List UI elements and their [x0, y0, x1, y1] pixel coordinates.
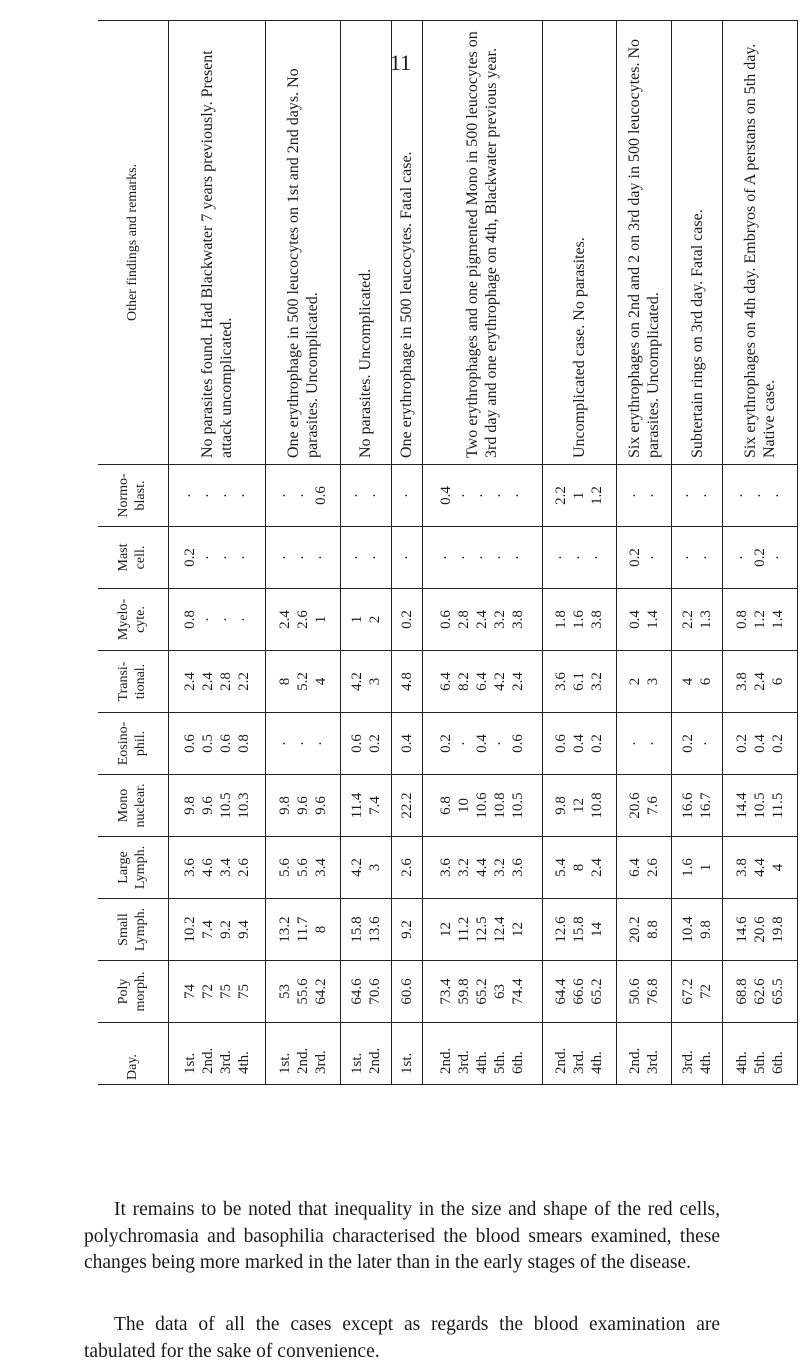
cell-transitional: 2.4 2.4 2.8 2.2 [169, 651, 266, 713]
cell-large-lymph: 2.6 [392, 837, 423, 899]
paragraph-2-text: The data of all the cases except as regards the blood examination are tabulated for the sake of convenience. [84, 1314, 720, 1362]
header-normoblast: Normo- blast. [98, 465, 169, 527]
cell-day: 3rd. 4th. [671, 1023, 723, 1085]
header-large-lymph: Large Lymph. [98, 837, 169, 899]
table-row [422, 21, 542, 1085]
cell-transitional: 4 6 [671, 651, 723, 713]
cell-small-lymph: 20.2 8.8 [617, 899, 672, 961]
cell-small-lymph: 12.6 15.8 14 [542, 899, 616, 961]
cell-large-lymph: 4.2 3 [340, 837, 392, 899]
cell-mononuclear: 20.6 7.6 [617, 775, 672, 837]
cell-myelocyte: 0.8 · · · [169, 589, 266, 651]
cell-remarks: Uncomplicated case. No parasites. [542, 21, 616, 465]
cell-day: 1st. [392, 1023, 423, 1085]
cell-normoblast: · · [340, 465, 392, 527]
cell-remarks: Two erythrophages and one pigmented Mono in 500 leucocytes on 3rd day and one erythrophage on 4th, Blackwater previous year. [422, 21, 542, 465]
cell-eosinophil: 0.6 0.2 [340, 713, 392, 775]
cell-large-lymph: 6.4 2.6 [617, 837, 672, 899]
cell-normoblast: · · · · [169, 465, 266, 527]
blood-count-table [98, 20, 798, 1085]
cell-small-lymph: 15.8 13.6 [340, 899, 392, 961]
cell-eosinophil: 0.2 0.4 0.2 [723, 713, 798, 775]
cell-poly: 67.2 72 [671, 961, 723, 1023]
cell-normoblast: · [392, 465, 423, 527]
cell-eosinophil: 0.6 0.5 0.6 0.8 [169, 713, 266, 775]
cell-eosinophil: 0.2 · 0.4 · 0.6 [422, 713, 542, 775]
cell-mast-cell: · [392, 527, 423, 589]
table-row [542, 21, 616, 1085]
cell-normoblast: · · · [723, 465, 798, 527]
cell-myelocyte: 0.2 [392, 589, 423, 651]
header-mast-cell: Mast cell. [98, 527, 169, 589]
cell-transitional: 4.8 [392, 651, 423, 713]
blood-count-table-container [98, 31, 798, 1085]
cell-remarks: One erythrophage in 500 leucocytes. Fatal case. [392, 21, 423, 465]
cell-small-lymph: 14.6 20.6 19.8 [723, 899, 798, 961]
cell-remarks: Subtertain rings on 3rd day. Fatal case. [671, 21, 723, 465]
cell-transitional: 3.6 6.1 3.2 [542, 651, 616, 713]
header-remarks: Other findings and remarks. [98, 21, 169, 465]
cell-myelocyte: 1 2 [340, 589, 392, 651]
cell-day: 4th. 5th. 6th. [723, 1023, 798, 1085]
cell-normoblast: · · 0.6 [266, 465, 340, 527]
cell-transitional: 8 5.2 4 [266, 651, 340, 713]
table-row [169, 21, 266, 1085]
cell-transitional: 2 3 [617, 651, 672, 713]
cell-eosinophil: 0.4 [392, 713, 423, 775]
cell-mononuclear: 14.4 10.5 11.5 [723, 775, 798, 837]
cell-poly: 73.4 59.8 65.2 63 74.4 [422, 961, 542, 1023]
header-transitional: Transi- tional. [98, 651, 169, 713]
table-row [617, 21, 672, 1085]
cell-myelocyte: 0.4 1.4 [617, 589, 672, 651]
cell-remarks: Six erythrophages on 2nd and 2 on 3rd day in 500 leucocytes. No parasites. Uncomplicated. [617, 21, 672, 465]
cell-large-lymph: 5.4 8 2.4 [542, 837, 616, 899]
cell-mast-cell: · · · [266, 527, 340, 589]
cell-day: 2nd. 3rd. [617, 1023, 672, 1085]
cell-remarks: One erythrophage in 500 leucocytes on 1st and 2nd days. No parasites. Uncomplicated. [266, 21, 340, 465]
table-row [266, 21, 340, 1085]
paragraph-1-text: It remains to be noted that inequality in the size and shape of the red cells, polychromasia and basophilia characterised the blood smears examined, these changes being more marked in the later than in the early stages of the disease. [84, 1199, 720, 1274]
cell-transitional: 3.8 2.4 6 [723, 651, 798, 713]
cell-mast-cell: · · · [542, 527, 616, 589]
table-row [392, 21, 423, 1085]
cell-small-lymph: 10.2 7.4 9.2 9.4 [169, 899, 266, 961]
cell-myelocyte: 1.8 1.6 3.8 [542, 589, 616, 651]
cell-day: 2nd. 3rd. 4th. [542, 1023, 616, 1085]
cell-poly: 74 72 75 75 [169, 961, 266, 1023]
cell-eosinophil: · · · [266, 713, 340, 775]
cell-normoblast: 2.2 1 1.2 [542, 465, 616, 527]
cell-poly: 68.8 62.6 65.5 [723, 961, 798, 1023]
cell-myelocyte: 0.6 2.8 2.4 3.2 3.8 [422, 589, 542, 651]
cell-mast-cell: 0.2 · · · [169, 527, 266, 589]
cell-day: 2nd. 3rd. 4th. 5th. 6th. [422, 1023, 542, 1085]
table-row [723, 21, 798, 1085]
cell-mononuclear: 22.2 [392, 775, 423, 837]
cell-large-lymph: 3.6 3.2 4.4 3.2 3.6 [422, 837, 542, 899]
cell-transitional: 4.2 3 [340, 651, 392, 713]
cell-small-lymph: 13.2 11.7 8 [266, 899, 340, 961]
cell-small-lymph: 10.4 9.8 [671, 899, 723, 961]
cell-large-lymph: 1.6 1 [671, 837, 723, 899]
page-number: 11 [389, 50, 412, 75]
table-row [340, 21, 392, 1085]
cell-day: 1st. 2nd. 3rd. 4th. [169, 1023, 266, 1085]
cell-eosinophil: · · [617, 713, 672, 775]
cell-poly: 64.6 70.6 [340, 961, 392, 1023]
cell-normoblast: 0.4 · · · · [422, 465, 542, 527]
cell-myelocyte: 2.2 1.3 [671, 589, 723, 651]
cell-mononuclear: 16.6 16.7 [671, 775, 723, 837]
cell-eosinophil: 0.6 0.4 0.2 [542, 713, 616, 775]
cell-mast-cell: · · [671, 527, 723, 589]
cell-poly: 64.4 66.6 65.2 [542, 961, 616, 1023]
cell-myelocyte: 2.4 2.6 1 [266, 589, 340, 651]
header-myelocyte: Myelo- cyte. [98, 589, 169, 651]
cell-poly: 60.6 [392, 961, 423, 1023]
cell-mononuclear: 9.8 9.6 9.6 [266, 775, 340, 837]
cell-remarks: No parasites. Uncomplicated. [340, 21, 392, 465]
cell-mononuclear: 6.8 10 10.6 10.8 10.5 [422, 775, 542, 837]
cell-mast-cell: · · · · · [422, 527, 542, 589]
cell-large-lymph: 3.6 4.6 3.4 2.6 [169, 837, 266, 899]
cell-mononuclear: 9.8 9.6 10.5 10.3 [169, 775, 266, 837]
cell-day: 1st. 2nd. 3rd. [266, 1023, 340, 1085]
cell-mononuclear: 11.4 7.4 [340, 775, 392, 837]
cell-poly: 50.6 76.8 [617, 961, 672, 1023]
header-mononuclear: Mono nuclear. [98, 775, 169, 837]
cell-large-lymph: 5.6 5.6 3.4 [266, 837, 340, 899]
header-poly: Poly morph. [98, 961, 169, 1023]
header-eosinophil: Eosino- phil. [98, 713, 169, 775]
cell-mononuclear: 9.8 12 10.8 [542, 775, 616, 837]
cell-remarks: No parasites found. Had Blackwater 7 years previously. Present attack uncomplicated. [169, 21, 266, 465]
header-day: Day. [98, 1023, 169, 1085]
cell-transitional: 6.4 8.2 6.4 4.2 2.4 [422, 651, 542, 713]
cell-day: 1st. 2nd. [340, 1023, 392, 1085]
cell-poly: 53 55.6 64.2 [266, 961, 340, 1023]
cell-mast-cell: · · [340, 527, 392, 589]
cell-eosinophil: 0.2 · [671, 713, 723, 775]
cell-small-lymph: 12 11.2 12.5 12.4 12 [422, 899, 542, 961]
cell-myelocyte: 0.8 1.2 1.4 [723, 589, 798, 651]
paragraph-tabulated [84, 1312, 720, 1365]
table-header-row [98, 21, 169, 1085]
cell-remarks: Six erythrophages on 4th day. Embryos of A perstans on 5th day. Native case. [723, 21, 798, 465]
cell-mast-cell: · 0.2 · [723, 527, 798, 589]
paragraph-inequality [84, 1197, 720, 1277]
header-small-lymph: Small Lymph. [98, 899, 169, 961]
cell-normoblast: · · [671, 465, 723, 527]
cell-normoblast: · · [617, 465, 672, 527]
table-row [671, 21, 723, 1085]
cell-large-lymph: 3.8 4.4 4 [723, 837, 798, 899]
cell-mast-cell: 0.2 · [617, 527, 672, 589]
cell-small-lymph: 9.2 [392, 899, 423, 961]
